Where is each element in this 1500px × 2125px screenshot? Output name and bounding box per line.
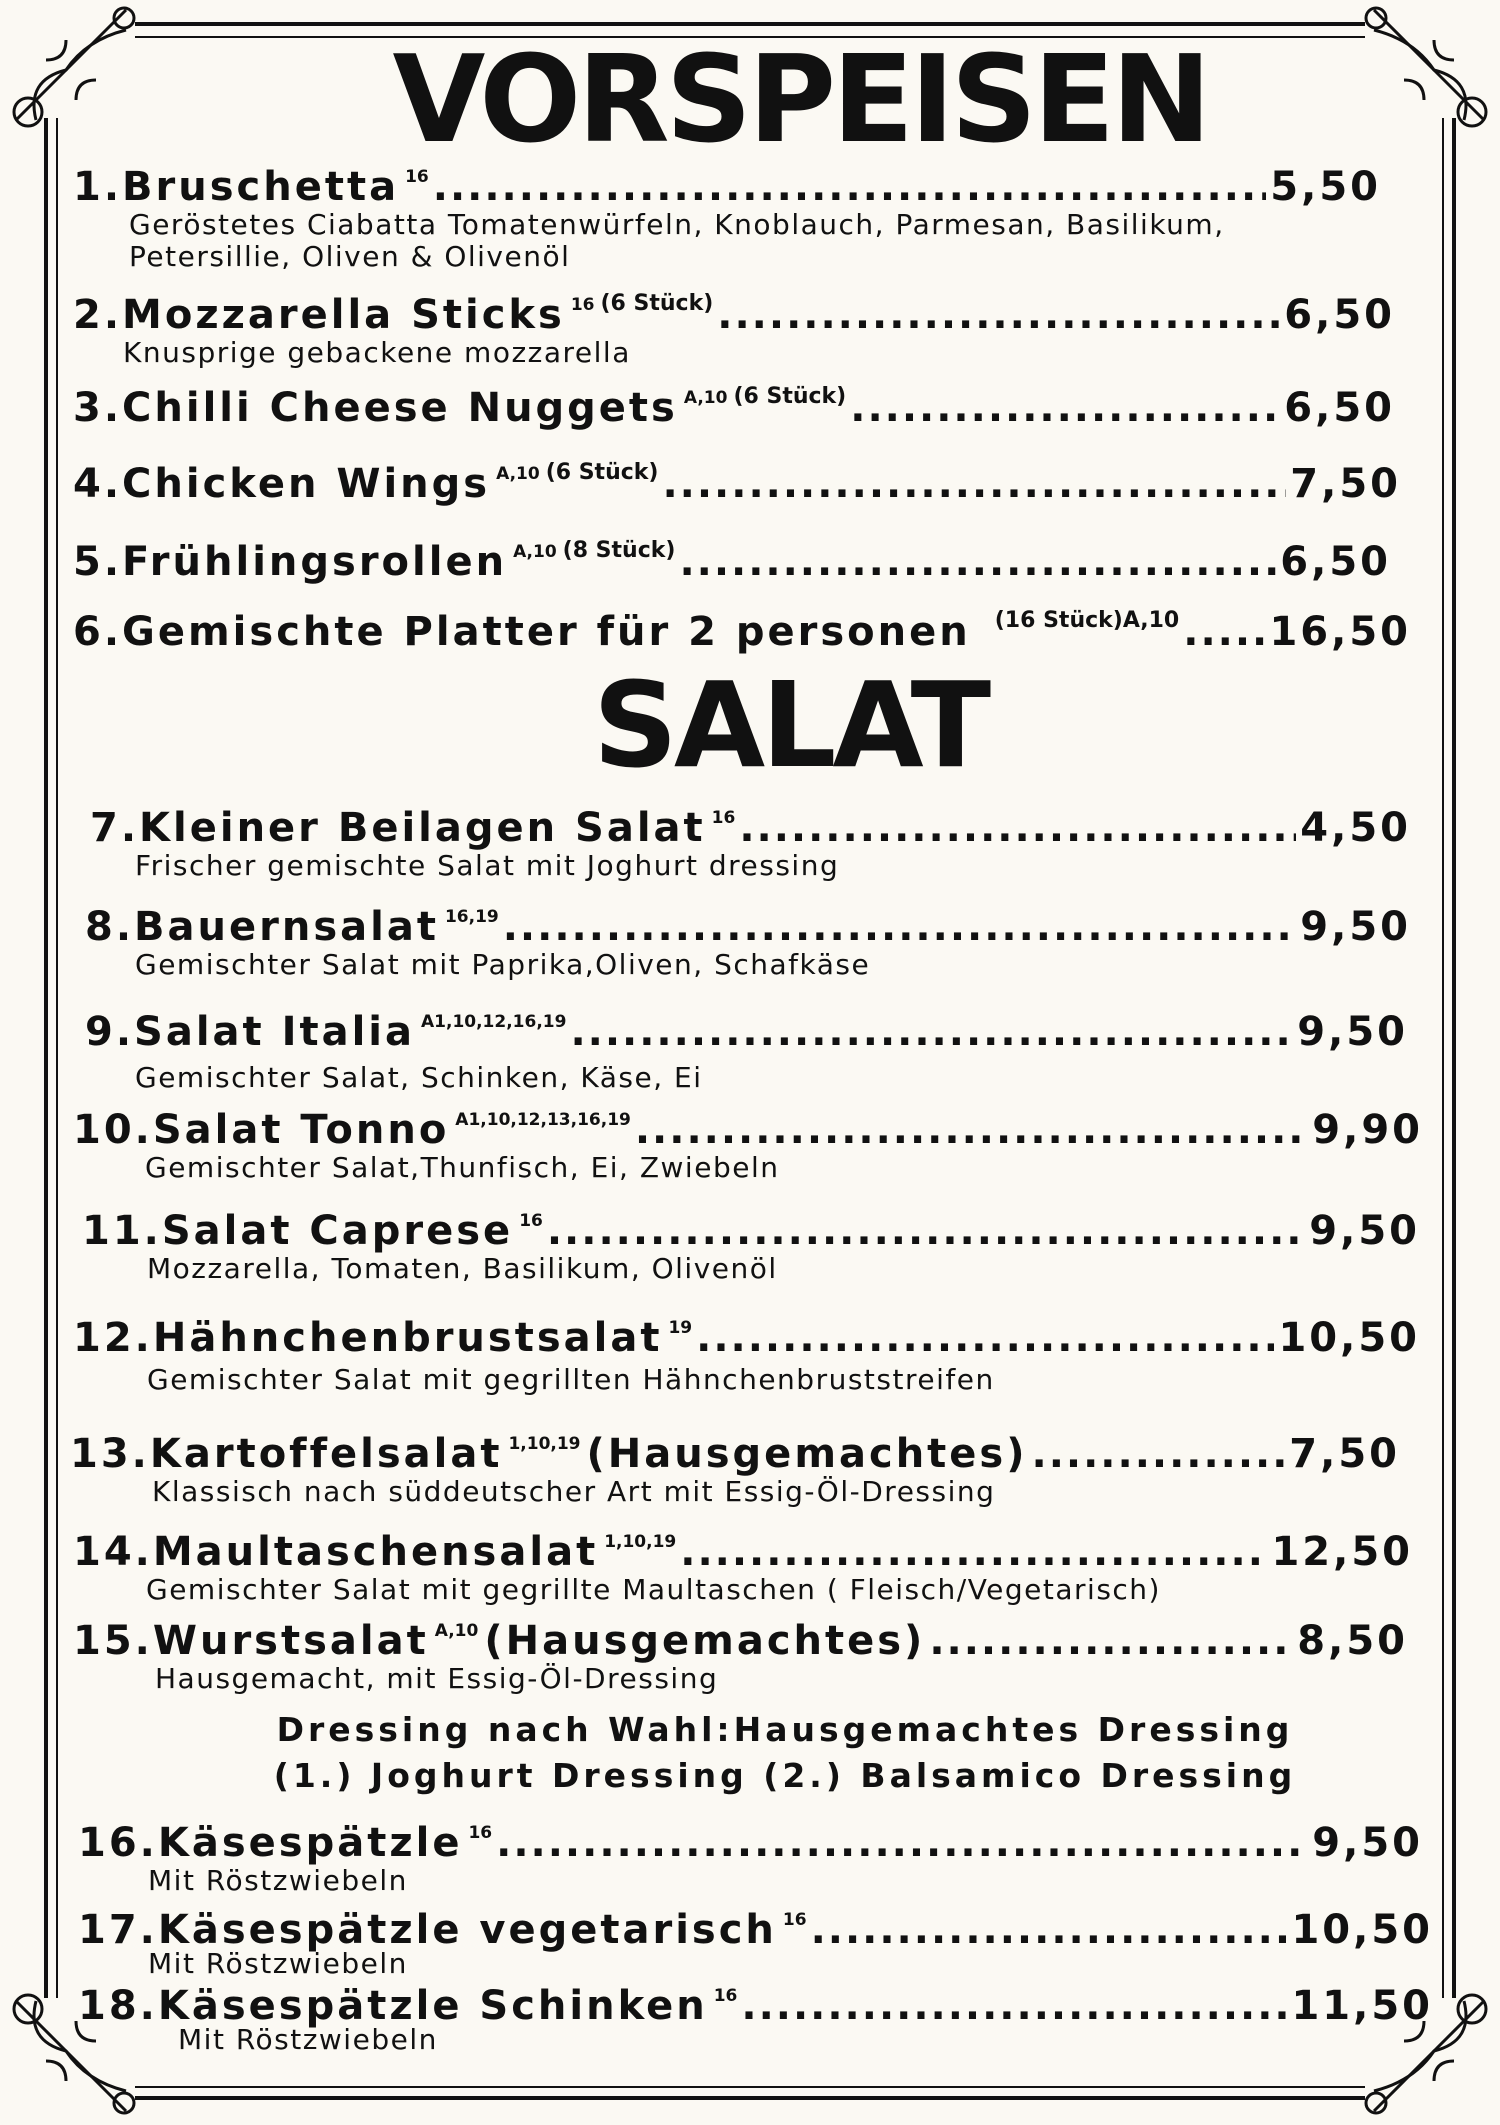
item-note: (6 Stück): [545, 460, 659, 485]
allergen-code: A,10: [513, 542, 557, 562]
item-price: 9,50: [1300, 904, 1411, 950]
item-description: Petersillie, Oliven & Olivenöl: [129, 240, 571, 273]
menu-item: [73, 538, 1391, 585]
allergen-code: 16: [711, 808, 736, 828]
allergen-code: 16: [782, 1910, 807, 1930]
dot-leader: [433, 167, 1267, 207]
item-price: 7,50: [1289, 1431, 1400, 1477]
item-note: (Hausgemachtes): [484, 1618, 926, 1664]
item-price: 10,50: [1291, 1907, 1433, 1953]
item-description: Mit Röstzwiebeln: [178, 2023, 438, 2056]
item-name: 15.Wurstsalat $^{A,10}$ (Hausgemachtes): [73, 1618, 926, 1664]
item-description: Knusprige gebackene mozzarella: [123, 336, 631, 369]
item-price: 8,50: [1297, 1618, 1408, 1664]
dot-leader: [635, 1110, 1308, 1150]
menu-item: [73, 1618, 1408, 1695]
allergen-code: A,10: [683, 388, 728, 408]
item-description: Gemischter Salat mit gegrillte Maultaschen ( Fleisch/Vegetarisch): [146, 1573, 1161, 1606]
menu-item: [73, 1529, 1413, 1606]
item-description: Geröstetes Ciabatta Tomatenwürfeln, Knoblauch, Parmesan, Basilikum,: [129, 208, 1225, 241]
item-description: Gemischter Salat, Schinken, Käse, Ei: [135, 1061, 703, 1094]
menu-item: [78, 1907, 1433, 1980]
item-price: 9,50: [1309, 1208, 1420, 1254]
item-name: 3.Chilli Cheese Nuggets $^{A,10}$ $^{(6 Stück)}$: [73, 384, 847, 431]
item-description: Mit Röstzwiebeln: [148, 1947, 408, 1980]
dot-leader: [717, 295, 1280, 335]
dot-leader: [696, 1318, 1274, 1358]
item-name: 12.Hähnchenbrustsalat $^{19}$: [73, 1315, 693, 1361]
allergen-code: 1,10,19: [604, 1532, 677, 1552]
item-description: Gemischter Salat,Thunfisch, Ei, Zwiebeln: [145, 1151, 780, 1184]
menu-item: [73, 460, 1401, 507]
item-description: Gemischter Salat mit Paprika,Oliven, Schafkäse: [135, 948, 871, 981]
item-price: 11,50: [1291, 1983, 1433, 2029]
item-price: 9,90: [1312, 1107, 1423, 1153]
allergen-code: 16: [713, 1986, 738, 2006]
item-name: 1.Bruschetta $^{16}$: [73, 164, 429, 210]
allergen-code: A,10: [496, 464, 540, 484]
item-description: Gemischter Salat mit gegrillten Hähnchenbruststreifen: [147, 1363, 995, 1396]
dot-leader: [929, 1621, 1293, 1661]
item-price: 10,50: [1278, 1315, 1420, 1361]
top-border-line: [135, 22, 1365, 26]
dressing-note: Dressing nach Wahl:Hausgemachtes Dressing: [276, 1710, 1294, 1749]
item-price: 6,50: [1284, 385, 1395, 431]
menu-item: [73, 1107, 1423, 1184]
menu-item: [73, 384, 1395, 431]
item-price: 9,50: [1312, 1820, 1423, 1866]
dot-leader: [1032, 1434, 1286, 1474]
item-note: (6 Stück): [733, 384, 847, 409]
item-price: 4,50: [1300, 805, 1411, 851]
dot-leader: [503, 907, 1297, 947]
dot-leader: [850, 388, 1280, 428]
bottom-border-line-inner: [135, 2096, 1365, 2100]
item-name: 9.Salat Italia $^{A1,10,12,16,19}$: [85, 1009, 567, 1055]
allergen-code: 16: [405, 167, 429, 187]
item-description: Mozzarella, Tomaten, Basilikum, Olivenöl: [147, 1252, 778, 1285]
item-name: 13.Kartoffelsalat $^{1,10,19}$ (Hausgemachtes): [70, 1431, 1028, 1477]
dot-leader: [570, 1012, 1293, 1052]
dot-leader: [741, 1986, 1287, 2026]
dot-leader: [496, 1823, 1308, 1863]
dot-leader: [662, 464, 1286, 504]
item-note: (8 Stück): [562, 538, 676, 563]
allergen-code: 16,19: [444, 907, 499, 927]
item-name: 7.Kleiner Beilagen Salat $^{16}$: [90, 805, 736, 851]
dot-leader: [739, 808, 1296, 848]
item-note: (6 Stück): [600, 291, 714, 316]
item-name: 8.Bauernsalat $^{16,19}$: [85, 904, 499, 950]
menu-item: [90, 805, 1411, 882]
menu-item: [85, 1009, 1408, 1094]
menu-item: [78, 1820, 1423, 1897]
menu-item: [73, 1315, 1420, 1396]
menu-item: [82, 1208, 1420, 1285]
dot-leader: [547, 1211, 1305, 1251]
item-description: Hausgemacht, mit Essig-Öl-Dressing: [155, 1662, 719, 1695]
item-name: 16.Käsespätzle $^{16}$: [78, 1820, 493, 1866]
item-price: 6,50: [1284, 292, 1395, 338]
section-title-salads: SALAT: [592, 656, 988, 794]
item-name: 2.Mozzarella Sticks $^{16}$ $^{(6 Stück)}$: [73, 291, 714, 338]
section-title-starters: VORSPEISEN: [392, 31, 1208, 170]
menu-item: [78, 1983, 1433, 2056]
allergen-code: 16: [570, 295, 595, 315]
item-name: 11.Salat Caprese $^{16}$: [82, 1208, 543, 1254]
dot-leader: [679, 542, 1276, 582]
menu-item: [85, 904, 1411, 981]
allergen-code: 16: [468, 1823, 493, 1843]
item-price: 9,50: [1297, 1009, 1408, 1055]
item-name: 4.Chicken Wings $^{A,10}$ $^{(6 Stück)}$: [73, 460, 659, 507]
item-price: 12,50: [1271, 1529, 1413, 1575]
item-note: (16 Stück)A,10: [994, 608, 1180, 633]
dot-leader: [811, 1910, 1288, 1950]
item-price: 6,50: [1280, 539, 1391, 585]
item-name: 5.Frühlingsrollen $^{A,10}$ $^{(8 Stück)}$: [73, 538, 676, 585]
item-note: (Hausgemachtes): [586, 1431, 1028, 1477]
item-name: 10.Salat Tonno $^{A1,10,12,13,16,19}$: [73, 1107, 631, 1153]
allergen-code: 19: [668, 1318, 693, 1338]
menu-item: [73, 164, 1381, 273]
allergen-code: 16: [519, 1211, 543, 1231]
menu-item: [73, 293, 1395, 369]
item-name: 17.Käsespätzle vegetarisch $^{16}$: [78, 1907, 807, 1953]
allergen-code: 1,10,19: [508, 1434, 581, 1454]
item-description: Klassisch nach süddeutscher Art mit Essig-Öl-Dressing: [152, 1475, 996, 1508]
allergen-code: A1,10,12,16,19: [421, 1012, 567, 1032]
menu-item: [73, 608, 1411, 655]
item-price: 16,50: [1269, 609, 1411, 655]
item-name: 14.Maultaschensalat $^{1,10,19}$: [73, 1529, 677, 1575]
dot-leader: [680, 1532, 1267, 1572]
dressing-options: (1.) Joghurt Dressing (2.) Balsamico Dressing: [273, 1756, 1297, 1795]
allergen-code: A,10: [434, 1621, 479, 1641]
menu-item: [70, 1431, 1400, 1508]
item-name: 18.Käsespätzle Schinken $^{16}$: [78, 1983, 738, 2029]
item-description: Frischer gemischte Salat mit Joghurt dressing: [135, 849, 840, 882]
item-description: Mit Röstzwiebeln: [148, 1864, 408, 1897]
item-name: 6.Gemischte Platter für 2 personen $^{(16 Stück)A,10}$: [73, 608, 1180, 655]
item-price: 7,50: [1290, 461, 1401, 507]
bottom-border-line: [135, 2086, 1365, 2088]
allergen-code: A1,10,12,13,16,19: [455, 1110, 631, 1130]
dot-leader: [1183, 612, 1265, 652]
item-price: 5,50: [1270, 164, 1381, 210]
